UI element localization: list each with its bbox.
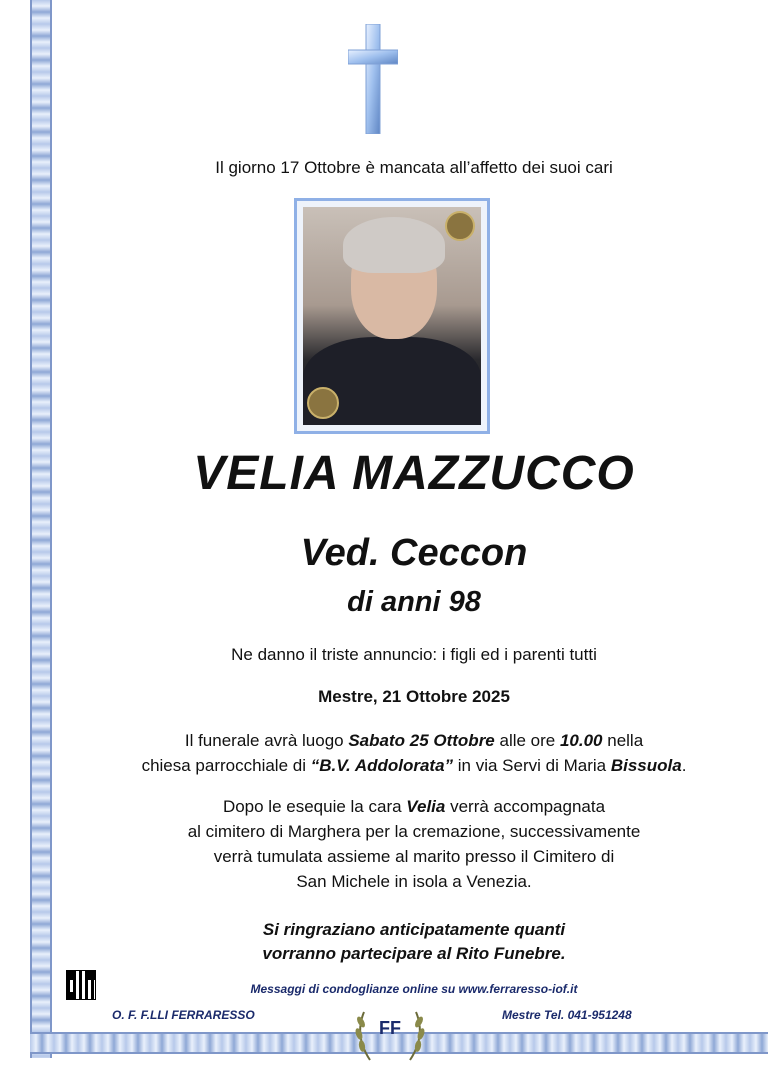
- place-date: Mestre, 21 Ottobre 2025: [318, 687, 510, 706]
- condolences-link[interactable]: Messaggi di condoglianze online su www.ferraresso-iof.it: [250, 982, 578, 996]
- thanks-text: Si ringraziano anticipatamente quanti vorranno partecipare al Rito Funebre.: [262, 920, 566, 963]
- burial-info: Dopo le esequie la cara Velia verrà accompagnata al cimitero di Marghera per la cremazione, successivamente verrà tumulata assieme al marito presso il Cimitero di San Michele in isola a Venezia.: [187, 797, 641, 891]
- age: di anni 98: [347, 586, 481, 618]
- cross-icon: [348, 24, 398, 134]
- deceased-name: VELIA MAZZUCCO: [193, 447, 635, 500]
- announcement: Ne danno il triste annuncio: i figli ed i parenti tutti: [231, 645, 597, 664]
- widow-of: Ved. Ceccon: [300, 532, 528, 574]
- funeral-info: Il funerale avrà luogo Sabato 25 Ottobre alle ore 10.00 nella chiesa parrocchiale di “B.V. Addolorata” in via Servi di Maria Bissuola.: [141, 731, 687, 775]
- agency-name: O. F. F.LLI FERRARESSO: [112, 1008, 255, 1022]
- svg-text:FF: FF: [379, 1018, 401, 1038]
- portrait-photo: [294, 198, 490, 434]
- intro-text: Il giorno 17 Ottobre è mancata all’affetto dei suoi cari: [215, 158, 613, 177]
- agency-logo: [350, 1002, 430, 1068]
- agency-phone: Mestre Tel. 041-951248: [502, 1008, 632, 1022]
- decorative-border-left: [30, 0, 52, 1058]
